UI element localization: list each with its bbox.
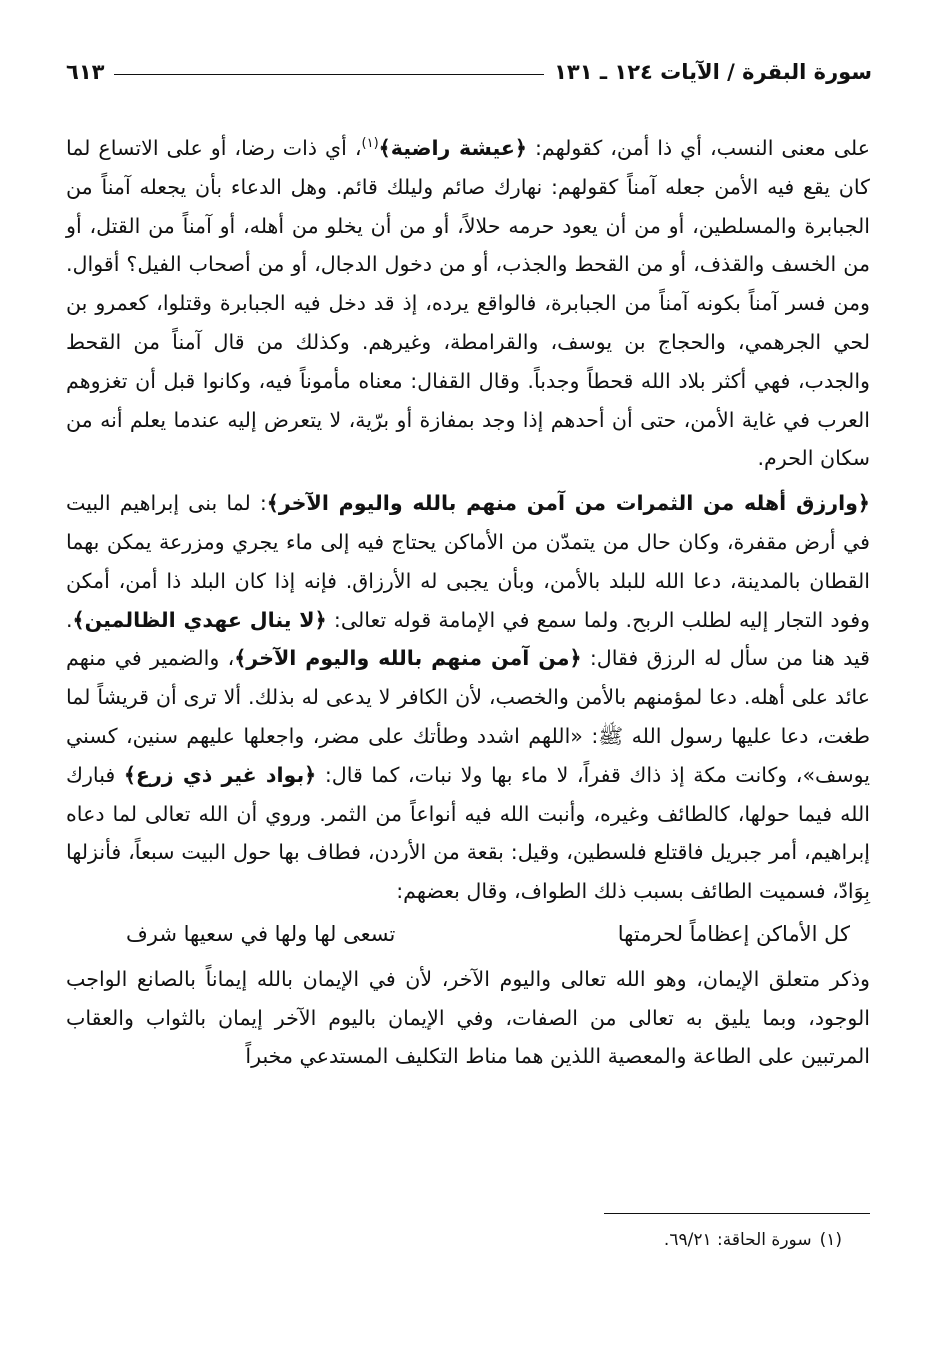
text-span: ، والضمير في منهم عائد على أهله. دعا لمؤمنهم بالأمن والخصب، لأن الكافر لا يدعى له بذلك. ألا ترى أن قريشاً لما طغت، دعا عليها رسول الله ﷺ: «اللهم اشدد وطأتك على مضر، واجعلها عليهم سنين، كسني يوسف»، وكانت مكة إذ ذاك قفراً، لا ماء بها ولا نبات، كما قال: bbox=[66, 646, 870, 787]
quran-quote: ﴿بواد غير ذي زرع﴾ bbox=[123, 762, 317, 787]
paragraph-3 bbox=[66, 960, 870, 1076]
quran-quote: ﴿لا ينال عهدي الظالمين﴾ bbox=[72, 607, 327, 632]
paragraph-2 bbox=[66, 484, 870, 911]
footnote-ref[interactable]: (١) bbox=[361, 136, 379, 152]
text-span: . قيد هنا من سأل له الرزق فقال: bbox=[66, 607, 870, 671]
verse-first-hemistich: كل الأماكن إعظاماً لحرمتها bbox=[617, 921, 850, 946]
poetry-verse bbox=[126, 915, 850, 954]
verse-second-hemistich: تسعى لها ولها في سعيها شرف bbox=[126, 921, 396, 946]
main-text bbox=[66, 129, 870, 1076]
text-span: ، أي ذات رضا، أو على الاتساع لما كان يقع فيه الأمن جعله آمناً كقولهم: نهارك صائم وليلك قائم. وهل الدعاء بأن يجعله آمناً من الجبابرة والمسلطين، أو من أن يعود حرمه حلالاً، أو من أن يخلو من أهله، أو آمناً من القتل، أو من الخسف والقذف، أو من القحط والجذب، أو من دخول الدجال، أو من أصحاب الفيل؟ أقوال. ومن فسر آمناً بكونه آمناً من الجبابرة، فالواقع يرده، إذ قد دخل فيه الجبابرة وقتلوا، كعمرو بن لحي الجرهمي، والحجاج بن يوسف، والقرامطة، وغيرهم. وكذلك من قال آمناً من القحط والجدب، فهي أكثر بلاد الله قحطاً وجدباً. وقال القفال: معناه مأموناً فيه، وكانوا قبل أن تغزوهم العرب في غاية الأمن، حتى أن أحدهم إذا وجد بمفازة أو برّية، لا يتعرض إليه عندما يعلم أنه من سكان الحرم. bbox=[66, 136, 870, 471]
text-span: : لما بنى إبراهيم البيت في أرض مقفرة، وكان حال من يتمدّن من الأماكن يحتاج فيه إلى ماء يجري ومزرعة يمكن بهما القطان بالمدينة، دعا الله للبلد بالأمن، وبأن يجبى له الأرزاق. فإنه إذا كان البلد ذا أمن، أمكن وفود التجار إليه لطلب الربح. ولما سمع في الإمامة قوله تعالى: bbox=[66, 491, 870, 632]
paragraph-1 bbox=[66, 129, 870, 478]
header-rule bbox=[114, 74, 544, 75]
running-title: سورة البقرة / الآيات ١٢٤ ـ ١٣١ bbox=[554, 60, 872, 84]
footnote-number: (١) bbox=[819, 1230, 842, 1250]
footnote-rule bbox=[604, 1213, 870, 1214]
footnote-text: سورة الحاقة: ٦٩/٢١. bbox=[663, 1230, 812, 1250]
quran-quote: ﴿وارزق أهله من الثمرات من آمن منهم بالله واليوم الآخر﴾ bbox=[266, 491, 870, 516]
quran-quote: ﴿من آمن منهم بالله واليوم الآخر﴾ bbox=[234, 646, 582, 671]
text-span: على معنى النسب، أي ذا أمن، كقولهم: bbox=[527, 136, 871, 160]
quran-quote: ﴿عيشة راضية﴾ bbox=[378, 136, 528, 160]
footnote bbox=[656, 1228, 842, 1252]
text-span: وذكر متعلق الإيمان، وهو الله تعالى واليوم الآخر، لأن في الإيمان بالله إيماناً بالصانع الواجب الوجود، وبما يليق به تعالى من الصفات، وفي الإيمان باليوم الآخر إيمان بالثواب والعقاب المرتبين على الطاعة والمعصية اللذين هما مناط التكليف المستدعي مخبراً bbox=[66, 966, 870, 1069]
page-number: ٦١٣ bbox=[66, 60, 105, 84]
page-header bbox=[66, 56, 872, 88]
text-span: فبارك الله فيما حولها، كالطائف وغيره، وأنبت الله فيه أنواعاً من الثمر. وروي أن الله تعالى لما دعاه إبراهيم، أمر جبريل فاقتلع فلسطين، وقيل: بقعة من الأردن، فطاف بها حول البيت سبعاً، فأنزلها بِوَادّ، فسميت الطائف بسبب ذلك الطواف، وقال بعضهم: bbox=[66, 762, 870, 904]
